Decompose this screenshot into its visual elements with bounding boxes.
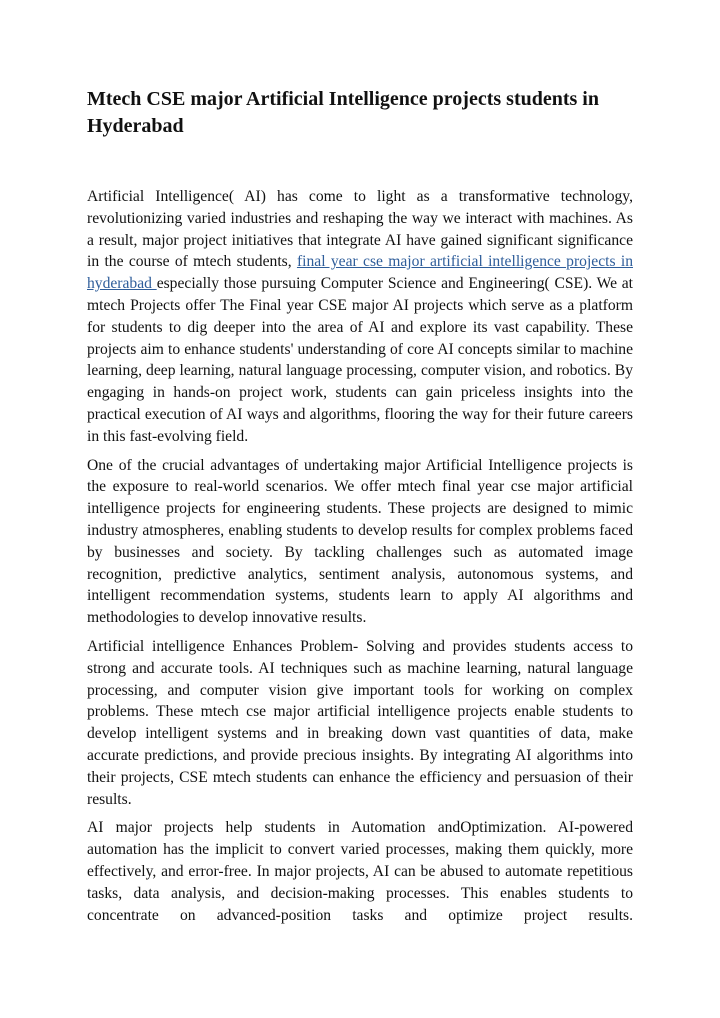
hyderabad-projects-link[interactable]: final year cse major artificial intelligence projects in hyderabad — [87, 253, 633, 293]
paragraph-text: Artificial Intelligence( AI) has come to light as a transformative technology, revolutionizing varied industries and reshaping the way we interact with machines. As a result, major project initiatives that integrate AI have gained significant significance in the course of mtech students, — [87, 188, 633, 271]
document-title: Mtech CSE major Artificial Intelligence projects students in Hyderabad — [87, 88, 599, 137]
paragraph-advantages: One of the crucial advantages of undertaking major Artificial Intelligence projects is the exposure to real-world scenarios. We offer mtech final year cse major artificial intelligence projects for engineering students. These projects are designed to mimic industry atmospheres, enabling students to develop results for complex problems faced by businesses and society. By tackling challenges such as automated image recognition, predictive analytics, sentiment analysis, autonomous systems, and intelligent recommendation systems, students learn to apply AI algorithms and methodologies to develop innovative results. — [87, 456, 633, 627]
paragraph-problem-solving: Artificial intelligence Enhances Problem- Solving and provides students access to strong and accurate tools. AI techniques such as machine learning, natural language processing, and computer vision give important tools for working on complex problems. These mtech cse major artificial intelligence projects enable students to develop intelligent systems and in breaking down vast quantities of data, make accurate predictions, and provide precious insights. By integrating AI algorithms into their projects, CSE mtech students can enhance the efficiency and persuasion of their results. — [87, 637, 633, 808]
document-page — [87, 86, 633, 933]
paragraph-automation: AI major projects help students in Automation andOptimization. AI-powered automation has the implicit to convert varied processes, making them quickly, more effectively, and error-free. In major projects, AI can be abused to automate repetitious tasks, data analysis, and decision-making processes. This enables students to concentrate on advanced-position tasks and optimize project results. — [87, 819, 633, 924]
paragraph-intro — [87, 186, 633, 448]
paragraph-text: especially those pursuing Computer Science and Engineering( CSE). We at mtech Projects offer The Final year CSE major AI projects which serve as a platform for students to dig deeper into the area of AI and explore its vast capability. These projects aim to enhance students' understanding of core AI concepts similar to machine learning, deep learning, natural language processing, computer vision, and robotics. By engaging in hands-on project work, students can gain priceless insights into the practical execution of AI ways and algorithms, flooring the way for their future careers in this fast-evolving field. — [87, 275, 634, 445]
